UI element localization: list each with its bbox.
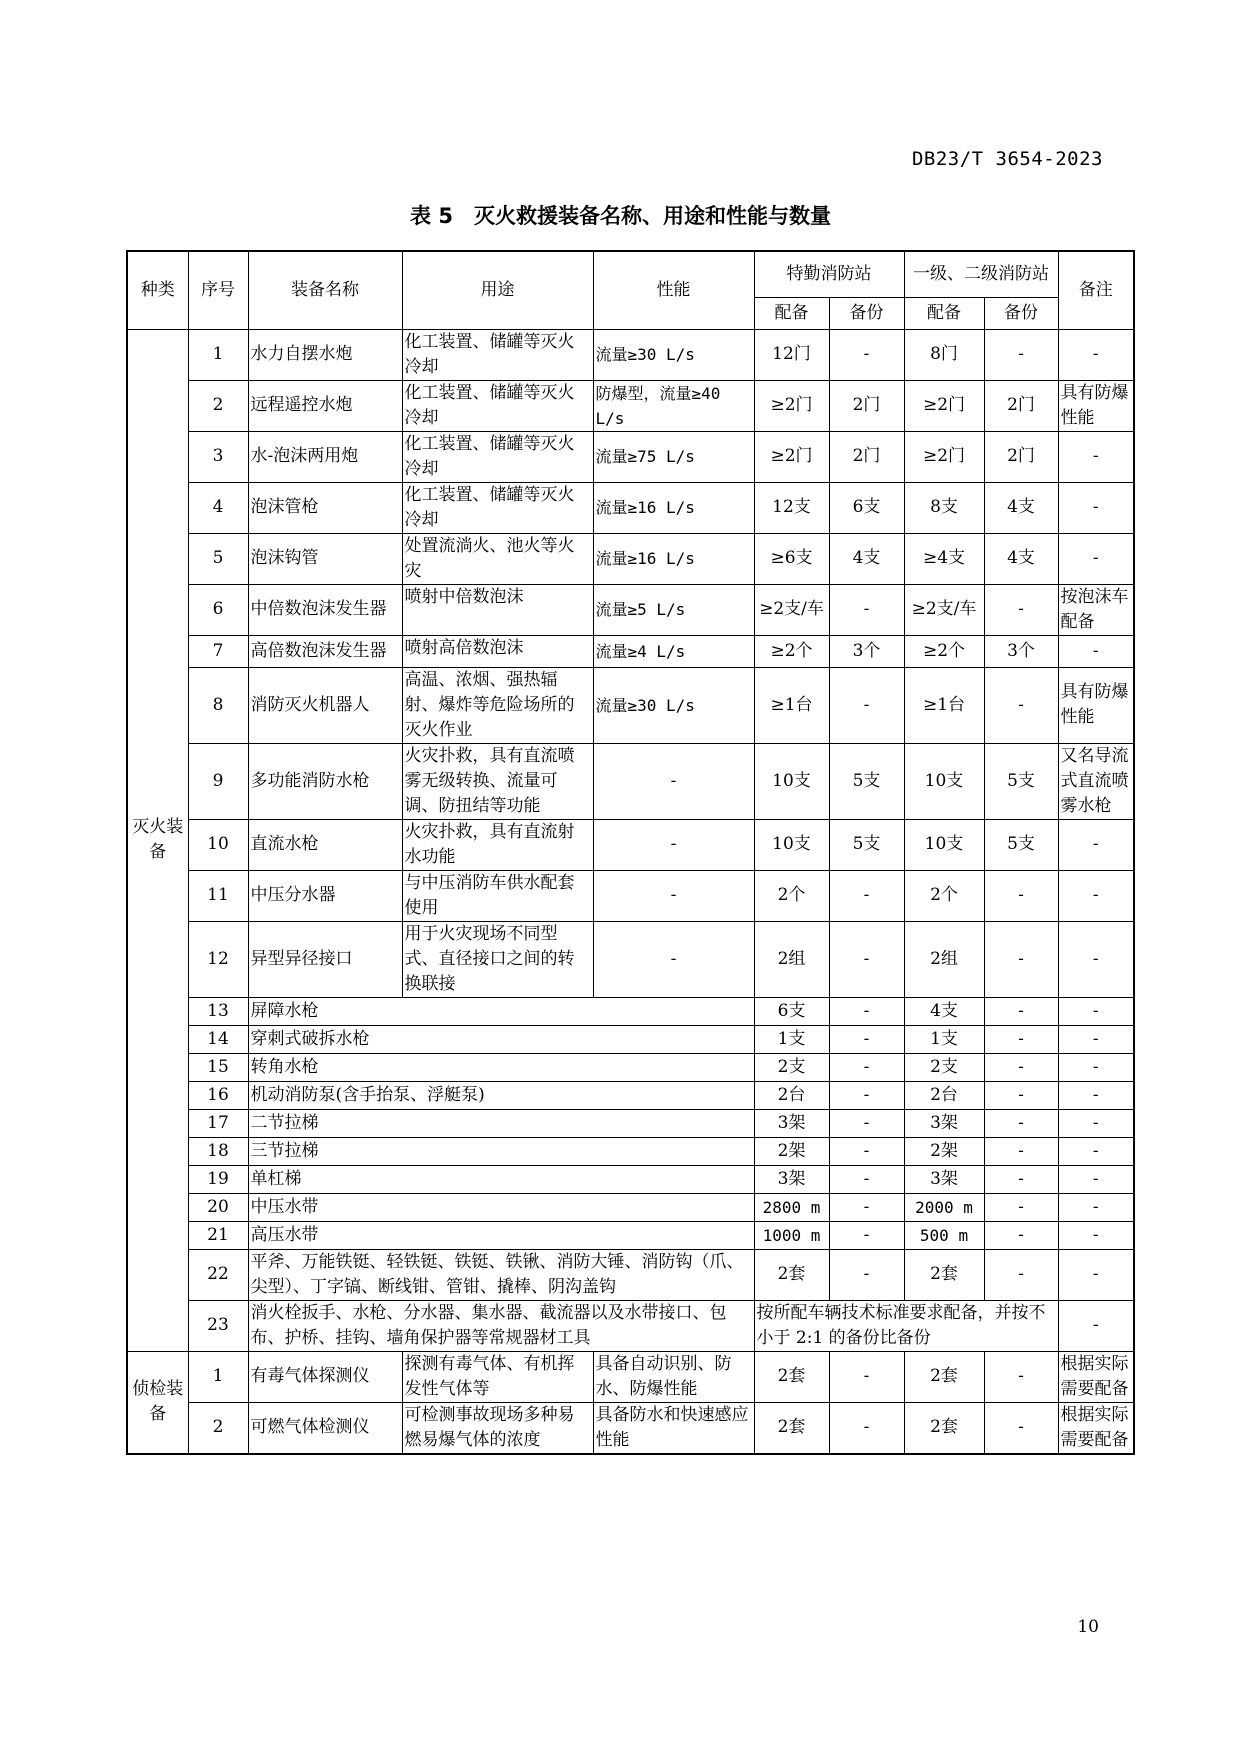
performance-cell: 流量≥30 L/s (593, 667, 754, 743)
level-equip-cell: 500 m (904, 1221, 984, 1249)
seq-cell: 7 (188, 635, 248, 667)
special-backup-cell: 6支 (829, 482, 904, 533)
level-backup-cell: 5支 (984, 819, 1058, 870)
level-equip-cell: 2000 m (904, 1193, 984, 1221)
table-row (127, 1137, 1134, 1165)
note-cell: - (1058, 1109, 1134, 1137)
special-equip-cell: ≥2门 (754, 380, 829, 431)
name-cell: 消防灭火机器人 (248, 667, 402, 743)
special-backup-cell: - (829, 870, 904, 921)
level-equip-cell: 2组 (904, 921, 984, 997)
special-equip-cell: 2个 (754, 870, 829, 921)
performance-cell: 防爆型，流量≥40 L/s (593, 380, 754, 431)
name-cell: 中压分水器 (248, 870, 402, 921)
seq-cell: 10 (188, 819, 248, 870)
level-backup-cell: 4支 (984, 482, 1058, 533)
header-usage: 用途 (402, 251, 593, 329)
note-cell: 又名导流式直流喷雾水枪 (1058, 743, 1134, 819)
level-equip-cell: 3架 (904, 1109, 984, 1137)
table-body (127, 329, 1134, 1454)
level-backup-cell: 2门 (984, 380, 1058, 431)
special-equip-cell: 2台 (754, 1081, 829, 1109)
special-equip-cell: 2套 (754, 1402, 829, 1454)
seq-cell: 6 (188, 584, 248, 635)
performance-cell: - (593, 870, 754, 921)
table-row (127, 870, 1134, 921)
seq-cell: 22 (188, 1249, 248, 1300)
header-level-equip: 配备 (904, 297, 984, 329)
note-cell: - (1058, 997, 1134, 1025)
performance-cell: 流量≥16 L/s (593, 533, 754, 584)
table-row (127, 1193, 1134, 1221)
level-equip-cell: 2支 (904, 1053, 984, 1081)
note-cell: - (1058, 1165, 1134, 1193)
name-cell: 消火栓扳手、水枪、分水器、集水器、截流器以及水带接口、包布、护桥、挂钩、墙角保护器等常规器材工具 (248, 1300, 754, 1351)
level-equip-cell: ≥2门 (904, 380, 984, 431)
note-cell: - (1058, 1221, 1134, 1249)
performance-cell: 流量≥5 L/s (593, 584, 754, 635)
special-equip-cell: 12门 (754, 329, 829, 380)
header-special-station: 特勤消防站 (754, 251, 904, 297)
note-cell: - (1058, 1081, 1134, 1109)
level-backup-cell: - (984, 1402, 1058, 1454)
performance-cell: 流量≥4 L/s (593, 635, 754, 667)
level-backup-cell: - (984, 329, 1058, 380)
level-backup-cell: - (984, 1081, 1058, 1109)
level-equip-cell: 10支 (904, 743, 984, 819)
special-equip-cell: 2800 m (754, 1193, 829, 1221)
name-cell: 转角水枪 (248, 1053, 754, 1081)
special-equip-cell: 2组 (754, 921, 829, 997)
special-equip-cell: 3架 (754, 1109, 829, 1137)
level-backup-cell: - (984, 1109, 1058, 1137)
note-cell: 根据实际需要配备 (1058, 1402, 1134, 1454)
seq-cell: 3 (188, 431, 248, 482)
level-backup-cell: - (984, 1053, 1058, 1081)
seq-cell: 5 (188, 533, 248, 584)
level-equip-cell: 2台 (904, 1081, 984, 1109)
header-name: 装备名称 (248, 251, 402, 329)
note-cell: - (1058, 482, 1134, 533)
table-row (127, 431, 1134, 482)
note-cell: 按泡沫车配备 (1058, 584, 1134, 635)
category-fire-cell: 灭火装备 (127, 329, 188, 1351)
performance-cell: 具备自动识别、防水、防爆性能 (593, 1351, 754, 1402)
quantity-note-cell: 按所配车辆技术标准要求配备，并按不小于 2:1 的备份比备份 (754, 1300, 1058, 1351)
table-row (127, 1351, 1134, 1402)
level-equip-cell: 2套 (904, 1249, 984, 1300)
name-cell: 异型异径接口 (248, 921, 402, 997)
usage-cell: 喷射高倍数泡沫 (402, 635, 593, 667)
note-cell: - (1058, 819, 1134, 870)
note-cell: - (1058, 1025, 1134, 1053)
seq-cell: 23 (188, 1300, 248, 1351)
header-seq: 序号 (188, 251, 248, 329)
special-equip-cell: 2架 (754, 1137, 829, 1165)
special-equip-cell: ≥2个 (754, 635, 829, 667)
name-cell: 多功能消防水枪 (248, 743, 402, 819)
table-row (127, 921, 1134, 997)
special-backup-cell: - (829, 1025, 904, 1053)
level-equip-cell: ≥2支/车 (904, 584, 984, 635)
note-cell: - (1058, 431, 1134, 482)
special-backup-cell: 2门 (829, 431, 904, 482)
note-cell: - (1058, 533, 1134, 584)
seq-cell: 14 (188, 1025, 248, 1053)
seq-cell: 2 (188, 1402, 248, 1454)
usage-cell: 化工装置、储罐等灭火冷却 (402, 329, 593, 380)
special-equip-cell: 2支 (754, 1053, 829, 1081)
seq-cell: 20 (188, 1193, 248, 1221)
seq-cell: 11 (188, 870, 248, 921)
usage-cell: 化工装置、储罐等灭火冷却 (402, 431, 593, 482)
level-equip-cell: 8门 (904, 329, 984, 380)
table-row (127, 819, 1134, 870)
name-cell: 中倍数泡沫发生器 (248, 584, 402, 635)
performance-cell: 流量≥16 L/s (593, 482, 754, 533)
seq-cell: 16 (188, 1081, 248, 1109)
note-cell: - (1058, 1249, 1134, 1300)
special-backup-cell: 4支 (829, 533, 904, 584)
seq-cell: 17 (188, 1109, 248, 1137)
header-special-backup: 备份 (829, 297, 904, 329)
level-equip-cell: ≥1台 (904, 667, 984, 743)
level-equip-cell: ≥4支 (904, 533, 984, 584)
special-backup-cell: - (829, 997, 904, 1025)
usage-cell: 处置流淌火、池火等火灾 (402, 533, 593, 584)
usage-cell: 用于火灾现场不同型式、直径接口之间的转换联接 (402, 921, 593, 997)
level-backup-cell: - (984, 584, 1058, 635)
level-backup-cell: - (984, 1193, 1058, 1221)
special-backup-cell: - (829, 1109, 904, 1137)
note-cell: - (1058, 870, 1134, 921)
level-backup-cell: 4支 (984, 533, 1058, 584)
table-row (127, 997, 1134, 1025)
special-backup-cell: - (829, 1249, 904, 1300)
level-backup-cell: - (984, 1165, 1058, 1193)
name-cell: 有毒气体探测仪 (248, 1351, 402, 1402)
table-row (127, 1249, 1134, 1300)
performance-cell: - (593, 743, 754, 819)
performance-cell: 流量≥30 L/s (593, 329, 754, 380)
special-backup-cell: - (829, 921, 904, 997)
special-equip-cell: 1支 (754, 1025, 829, 1053)
special-backup-cell: 5支 (829, 819, 904, 870)
table-row (127, 1025, 1134, 1053)
level-backup-cell: - (984, 997, 1058, 1025)
name-cell: 远程遥控水炮 (248, 380, 402, 431)
special-equip-cell: 1000 m (754, 1221, 829, 1249)
level-backup-cell: - (984, 921, 1058, 997)
note-cell: - (1058, 1300, 1134, 1351)
seq-cell: 18 (188, 1137, 248, 1165)
name-cell: 高压水带 (248, 1221, 754, 1249)
note-cell: - (1058, 329, 1134, 380)
name-cell: 机动消防泵(含手抬泵、浮艇泵) (248, 1081, 754, 1109)
level-equip-cell: ≥2门 (904, 431, 984, 482)
special-equip-cell: 3架 (754, 1165, 829, 1193)
name-cell: 泡沫管枪 (248, 482, 402, 533)
level-equip-cell: 4支 (904, 997, 984, 1025)
level-equip-cell: ≥2个 (904, 635, 984, 667)
table-row (127, 1053, 1134, 1081)
seq-cell: 12 (188, 921, 248, 997)
table-row (127, 329, 1134, 380)
table-row (127, 743, 1134, 819)
usage-cell: 高温、浓烟、强热辐射、爆炸等危险场所的灭火作业 (402, 667, 593, 743)
header-performance: 性能 (593, 251, 754, 329)
performance-cell: 具备防水和快速感应性能 (593, 1402, 754, 1454)
table-row (127, 667, 1134, 743)
usage-cell: 火灾扑救，具有直流射水功能 (402, 819, 593, 870)
name-cell: 单杠梯 (248, 1165, 754, 1193)
header-level-backup: 备份 (984, 297, 1058, 329)
special-equip-cell: 6支 (754, 997, 829, 1025)
table-header (127, 251, 1134, 329)
usage-cell: 喷射中倍数泡沫 (402, 584, 593, 635)
special-backup-cell: 2门 (829, 380, 904, 431)
name-cell: 水-泡沫两用炮 (248, 431, 402, 482)
level-backup-cell: 2门 (984, 431, 1058, 482)
special-backup-cell: - (829, 1137, 904, 1165)
special-equip-cell: ≥2支/车 (754, 584, 829, 635)
level-equip-cell: 2个 (904, 870, 984, 921)
usage-cell: 探测有毒气体、有机挥发性气体等 (402, 1351, 593, 1402)
level-equip-cell: 2套 (904, 1351, 984, 1402)
name-cell: 平斧、万能铁铤、轻铁铤、铁铤、铁锹、消防大锤、消防钩（爪、尖型）、丁字镐、断线钳、管钳、撬棒、阴沟盖钩 (248, 1249, 754, 1300)
special-backup-cell: 3个 (829, 635, 904, 667)
note-cell: 根据实际需要配备 (1058, 1351, 1134, 1402)
level-equip-cell: 10支 (904, 819, 984, 870)
category-detect-cell: 侦检装备 (127, 1351, 188, 1454)
table-row (127, 1221, 1134, 1249)
seq-cell: 15 (188, 1053, 248, 1081)
header-note: 备注 (1058, 251, 1134, 329)
performance-cell: 流量≥75 L/s (593, 431, 754, 482)
table-row (127, 584, 1134, 635)
name-cell: 水力自摆水炮 (248, 329, 402, 380)
page-number: 10 (1077, 1617, 1099, 1637)
level-backup-cell: - (984, 870, 1058, 921)
performance-cell: - (593, 819, 754, 870)
table-row (127, 533, 1134, 584)
special-backup-cell: - (829, 1165, 904, 1193)
name-cell: 直流水枪 (248, 819, 402, 870)
note-cell: - (1058, 635, 1134, 667)
seq-cell: 4 (188, 482, 248, 533)
special-equip-cell: ≥6支 (754, 533, 829, 584)
level-backup-cell: - (984, 1137, 1058, 1165)
table-row (127, 380, 1134, 431)
table-row (127, 1081, 1134, 1109)
special-backup-cell: - (829, 1081, 904, 1109)
special-equip-cell: 2套 (754, 1249, 829, 1300)
level-backup-cell: - (984, 1221, 1058, 1249)
usage-cell: 火灾扑救，具有直流喷雾无级转换、流量可调、防扭结等功能 (402, 743, 593, 819)
name-cell: 可燃气体检测仪 (248, 1402, 402, 1454)
special-equip-cell: 2套 (754, 1351, 829, 1402)
seq-cell: 2 (188, 380, 248, 431)
note-cell: - (1058, 1193, 1134, 1221)
table-row (127, 482, 1134, 533)
special-equip-cell: 10支 (754, 819, 829, 870)
level-equip-cell: 8支 (904, 482, 984, 533)
name-cell: 高倍数泡沫发生器 (248, 635, 402, 667)
note-cell: - (1058, 1053, 1134, 1081)
seq-cell: 9 (188, 743, 248, 819)
name-cell: 二节拉梯 (248, 1109, 754, 1137)
special-backup-cell: - (829, 584, 904, 635)
table-row (127, 1109, 1134, 1137)
level-equip-cell: 3架 (904, 1165, 984, 1193)
equipment-table-container (126, 250, 1133, 1455)
note-cell: 具有防爆性能 (1058, 667, 1134, 743)
header-kind: 种类 (127, 251, 188, 329)
seq-cell: 1 (188, 329, 248, 380)
name-cell: 三节拉梯 (248, 1137, 754, 1165)
special-backup-cell: - (829, 329, 904, 380)
name-cell: 穿刺式破拆水枪 (248, 1025, 754, 1053)
special-backup-cell: - (829, 1221, 904, 1249)
level-backup-cell: - (984, 1351, 1058, 1402)
level-backup-cell: - (984, 1025, 1058, 1053)
special-equip-cell: ≥2门 (754, 431, 829, 482)
seq-cell: 1 (188, 1351, 248, 1402)
level-equip-cell: 2架 (904, 1137, 984, 1165)
special-backup-cell: 5支 (829, 743, 904, 819)
level-backup-cell: 5支 (984, 743, 1058, 819)
note-cell: - (1058, 921, 1134, 997)
table-row (127, 635, 1134, 667)
level-equip-cell: 2套 (904, 1402, 984, 1454)
usage-cell: 与中压消防车供水配套使用 (402, 870, 593, 921)
header-special-equip: 配备 (754, 297, 829, 329)
table-row (127, 1300, 1134, 1351)
special-backup-cell: - (829, 1402, 904, 1454)
equipment-table (126, 250, 1135, 1455)
usage-cell: 可检测事故现场多种易燃易爆气体的浓度 (402, 1402, 593, 1454)
table-title: 表 5 灭火救援装备名称、用途和性能与数量 (410, 204, 831, 228)
seq-cell: 19 (188, 1165, 248, 1193)
special-equip-cell: 12支 (754, 482, 829, 533)
level-backup-cell: - (984, 667, 1058, 743)
seq-cell: 21 (188, 1221, 248, 1249)
header-level-station: 一级、二级消防站 (904, 251, 1058, 297)
note-cell: - (1058, 1137, 1134, 1165)
name-cell: 屏障水枪 (248, 997, 754, 1025)
seq-cell: 8 (188, 667, 248, 743)
level-backup-cell: - (984, 1249, 1058, 1300)
special-backup-cell: - (829, 1053, 904, 1081)
level-backup-cell: 3个 (984, 635, 1058, 667)
name-cell: 中压水带 (248, 1193, 754, 1221)
performance-cell: - (593, 921, 754, 997)
seq-cell: 13 (188, 997, 248, 1025)
note-cell: 具有防爆性能 (1058, 380, 1134, 431)
special-equip-cell: 10支 (754, 743, 829, 819)
special-backup-cell: - (829, 1193, 904, 1221)
usage-cell: 化工装置、储罐等灭火冷却 (402, 380, 593, 431)
special-equip-cell: ≥1台 (754, 667, 829, 743)
special-backup-cell: - (829, 667, 904, 743)
table-row (127, 1165, 1134, 1193)
usage-cell: 化工装置、储罐等灭火冷却 (402, 482, 593, 533)
special-backup-cell: - (829, 1351, 904, 1402)
level-equip-cell: 1支 (904, 1025, 984, 1053)
document-code: DB23/T 3654-2023 (911, 148, 1103, 170)
table-row (127, 1402, 1134, 1454)
name-cell: 泡沫钩管 (248, 533, 402, 584)
